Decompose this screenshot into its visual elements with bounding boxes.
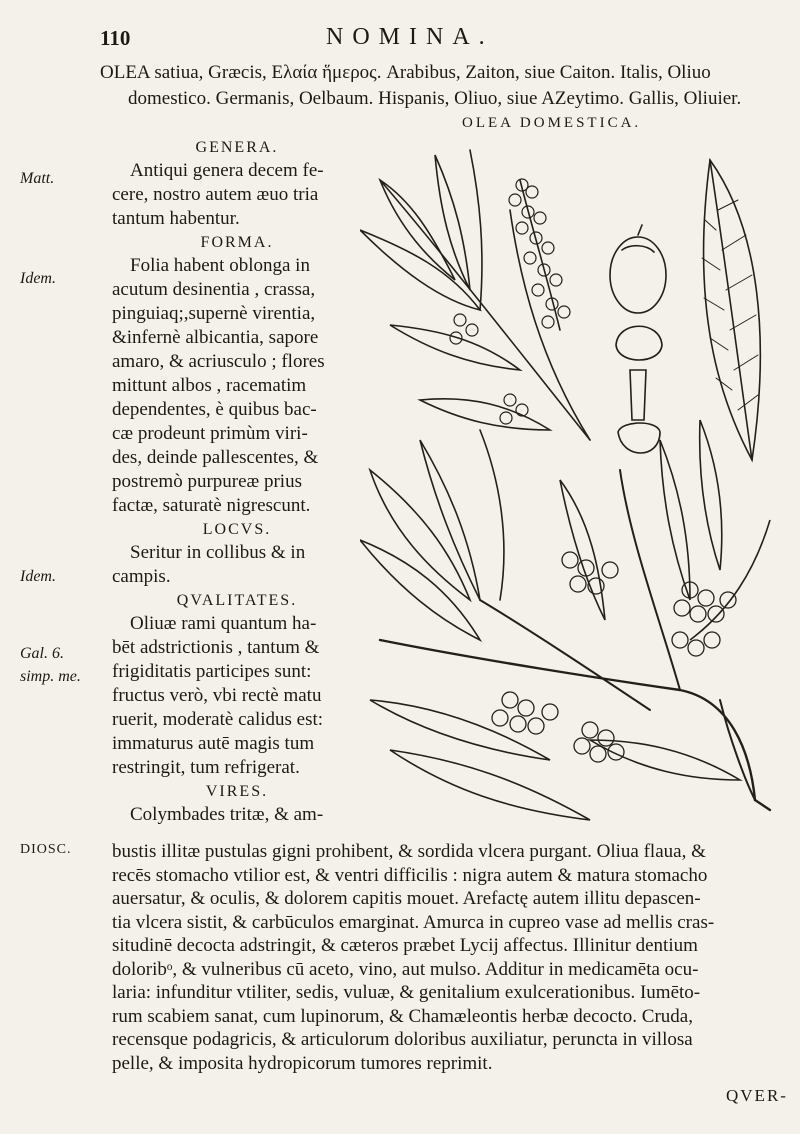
margin-note-idem-2: Idem.	[20, 568, 56, 585]
plate-caption: OLEA DOMESTICA.	[462, 115, 642, 131]
text-line: dependentes, è quibus bac-	[112, 399, 317, 420]
margin-note-galen: Gal. 6.	[20, 645, 64, 662]
running-head: NOMINA.	[326, 24, 494, 50]
text-line: rum scabiem sanat, cum lupinorum, & Chamæleontis herbæ decocto. Cruda,	[112, 1005, 693, 1027]
text-line: campis.	[112, 566, 171, 587]
margin-note-diosc: DIOSC.	[20, 842, 72, 857]
text-line: amaro, & acriusculo ; flores	[112, 351, 325, 372]
text-line: mittunt albos , racematim	[112, 375, 307, 396]
catchword: QVER-	[726, 1086, 788, 1105]
names-line-2: domestico. Germanis, Oelbaum. Hispanis, Oliuo, siue AZeytimo. Gallis, Oliuier.	[128, 88, 742, 109]
text-line: recēs stomacho vtilior est, & ventri difficilis : nigra autem & matura stomacho	[112, 864, 708, 886]
text-line: postremò purpureæ prius	[112, 471, 302, 492]
text-line: cere, nostro autem æuo tria	[112, 184, 319, 205]
heading-forma: FORMA.	[200, 234, 274, 251]
text-line: restringit, tum refrigerat.	[112, 757, 300, 778]
names-line-1: OLEA satiua, Græcis, Ελαία ἥμερος. Arabibus, Zaiton, siue Caiton. Italis, Oliuo	[100, 62, 711, 83]
margin-note-matt: Matt.	[20, 170, 55, 187]
text-line: laria: infunditur vtiliter, sedis, vuluæ, & genitalium exulcerationibus. Iumēto-	[112, 982, 701, 1003]
text-line: situdinē decocta adstringit, & cæteros præbet Lycij affectus. Illinitur dentium	[112, 935, 698, 956]
text-line: tia vlcera sistit, & carbūculos emarginat. Amurca in cupreo vase ad mellis cras-	[112, 911, 715, 933]
page-number: 110	[100, 26, 131, 50]
text-line: acutum desinentia , crassa,	[112, 279, 316, 300]
full-width-text	[112, 840, 782, 1075]
text-line: fructus verò, vbi rectè matu	[112, 685, 322, 706]
text-line: Antiqui genera decem fe-	[130, 160, 324, 181]
text-line: ruerit, moderatè calidus est:	[112, 709, 324, 730]
text-line: pinguiaq;,supernè virentia,	[112, 303, 316, 324]
heading-genera: GENERA.	[195, 139, 279, 156]
text-line: bēt adstrictionis , tantum &	[112, 637, 320, 658]
text-line: frigiditatis participes sunt:	[112, 661, 312, 682]
text-line: bustis illitæ pustulas gigni prohibent, & sordida vlcera purgant. Oliua flaua, &	[112, 841, 706, 862]
text-line: auersatur, & oculis, & dolorem capitis mouet. Arefactę autem illitu depascen-	[112, 888, 701, 909]
margin-note-simp: simp. me.	[20, 668, 81, 685]
margin-note-idem-1: Idem.	[20, 270, 56, 287]
text-line: tantum habentur.	[112, 208, 240, 229]
olive-woodcut-illustration	[360, 140, 780, 830]
text-line: factæ, saturatè nigrescunt.	[112, 495, 311, 516]
vernacular-names	[100, 60, 780, 112]
heading-locus: LOCVS.	[202, 521, 272, 538]
text-line: Folia habent oblonga in	[130, 255, 310, 276]
text-line: recensque podagricis, & articulorum doloribus auxiliatur, peruncta in villosa	[112, 1029, 693, 1050]
text-line: pelle, & imposita hydropicorum tumores reprimit.	[112, 1052, 493, 1074]
text-line: Seritur in collibus & in	[130, 542, 306, 563]
heading-vires: VIRES.	[205, 783, 269, 800]
text-line: immaturus autē magis tum	[112, 733, 315, 754]
text-line: cæ prodeunt primùm viri-	[112, 423, 308, 444]
column-text	[112, 136, 362, 827]
text-line: &infernè albicantia, sapore	[112, 327, 319, 348]
heading-qualitates: QVALITATES.	[176, 592, 298, 609]
text-line: Colymbades tritæ, & am-	[130, 804, 324, 825]
text-line: doloribᵒ, & vulneribus cū aceto, vino, aut mulso. Additur in medicamēta ocu-	[112, 958, 699, 980]
text-line: Oliuæ rami quantum ha-	[130, 613, 317, 634]
text-line: des, deinde pallescentes, &	[112, 447, 319, 468]
